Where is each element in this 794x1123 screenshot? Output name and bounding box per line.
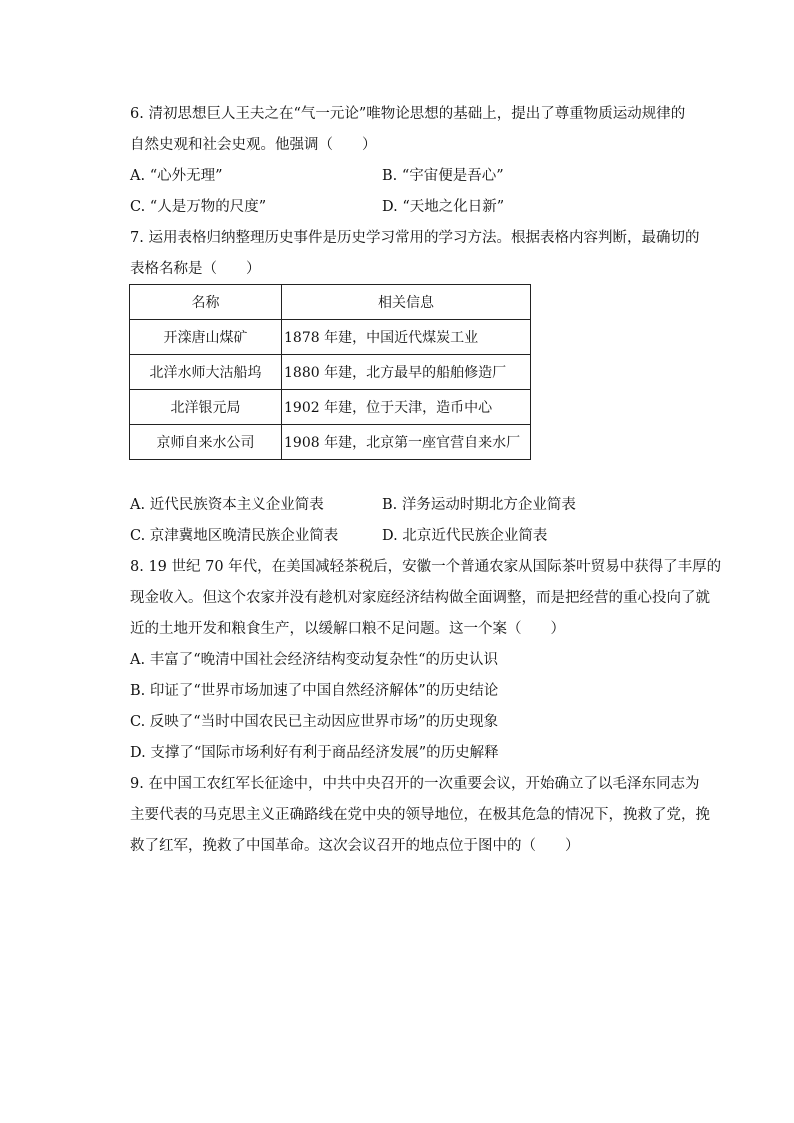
table-cell-name: 开滦唐山煤矿 [130, 320, 282, 355]
q6-option-b: B. “宇宙便是吾心” [382, 168, 504, 184]
q8-option-b: B. 印证了“世界市场加速了中国自然经济解体”的历史结论 [130, 683, 499, 699]
q9-stem-line1: 9. 在中国工农红军长征途中，中共中央召开的一次重要会议，开始确立了以毛泽东同志为 [130, 776, 700, 792]
q8-option-a: A. 丰富了“晚清中国社会经济结构变动复杂性“的历史认识 [130, 652, 499, 668]
q7-option-d: D. 北京近代民族企业简表 [382, 528, 548, 544]
table-cell-info: 1902 年建，位于天津，造币中心 [282, 390, 531, 425]
table-row [130, 425, 531, 460]
q8-stem-line3: 近的土地开发和粮食生产，以缓解口粮不足问题。这一个案（ ） [130, 621, 565, 637]
table-row [130, 355, 531, 390]
table-cell-info: 1878 年建，中国近代煤炭工业 [282, 320, 531, 355]
q7-stem-line2: 表格名称是（ ） [130, 261, 261, 277]
table-cell-name: 北洋水师大沽船坞 [130, 355, 282, 390]
q7-stem-line1: 7. 运用表格归纳整理历史事件是历史学习常用的学习方法。根据表格内容判断，最确切的 [130, 230, 700, 246]
q6-stem-line1: 6. 清初思想巨人王夫之在“气一元论”唯物论思想的基础上，提出了尊重物质运动规律的 [130, 106, 686, 122]
table-header-row [130, 285, 531, 320]
q8-option-c: C. 反映了“当时中国农民已主动因应世界市场”的历史现象 [130, 714, 499, 730]
table-cell-name: 北洋银元局 [130, 390, 282, 425]
table-header-name: 名称 [130, 285, 282, 320]
table-cell-name: 京师自来水公司 [130, 425, 282, 460]
table-row [130, 320, 531, 355]
q8-stem-line2: 现金收入。但这个农家并没有趁机对家庭经济结构做全面调整，而是把经营的重心投向了就 [130, 590, 710, 606]
table-row [130, 390, 531, 425]
table-cell-info: 1908 年建，北京第一座官营自来水厂 [282, 425, 531, 460]
q6-option-c: C. “人是万物的尺度” [130, 199, 267, 215]
q8-stem-line1: 8. 19 世纪 70 年代，在美国减轻茶税后，安徽一个普通农家从国际茶叶贸易中获得了丰厚的 [130, 559, 722, 575]
q6-option-d: D. “天地之化日新” [382, 199, 505, 215]
q8-option-d: D. 支撑了“国际市场利好有利于商品经济发展”的历史解释 [130, 745, 499, 761]
q6-stem-line2: 自然史观和社会史观。他强调（ ） [130, 137, 377, 153]
table-header-info: 相关信息 [282, 285, 531, 320]
q7-option-b: B. 洋务运动时期北方企业简表 [382, 497, 576, 513]
q9-stem-line2: 主要代表的马克思主义正确路线在党中央的领导地位，在极其危急的情况下，挽救了党，挽 [130, 807, 710, 823]
table-cell-info: 1880 年建，北方最早的船舶修造厂 [282, 355, 531, 390]
q6-option-a: A. “心外无理” [130, 168, 223, 184]
q7-info-table [129, 284, 531, 460]
q9-stem-line3: 救了红军，挽救了中国革命。这次会议召开的地点位于图中的（ ） [130, 838, 580, 854]
q7-option-c: C. 京津冀地区晚清民族企业简表 [130, 528, 339, 544]
q7-option-a: A. 近代民族资本主义企业简表 [130, 497, 324, 513]
